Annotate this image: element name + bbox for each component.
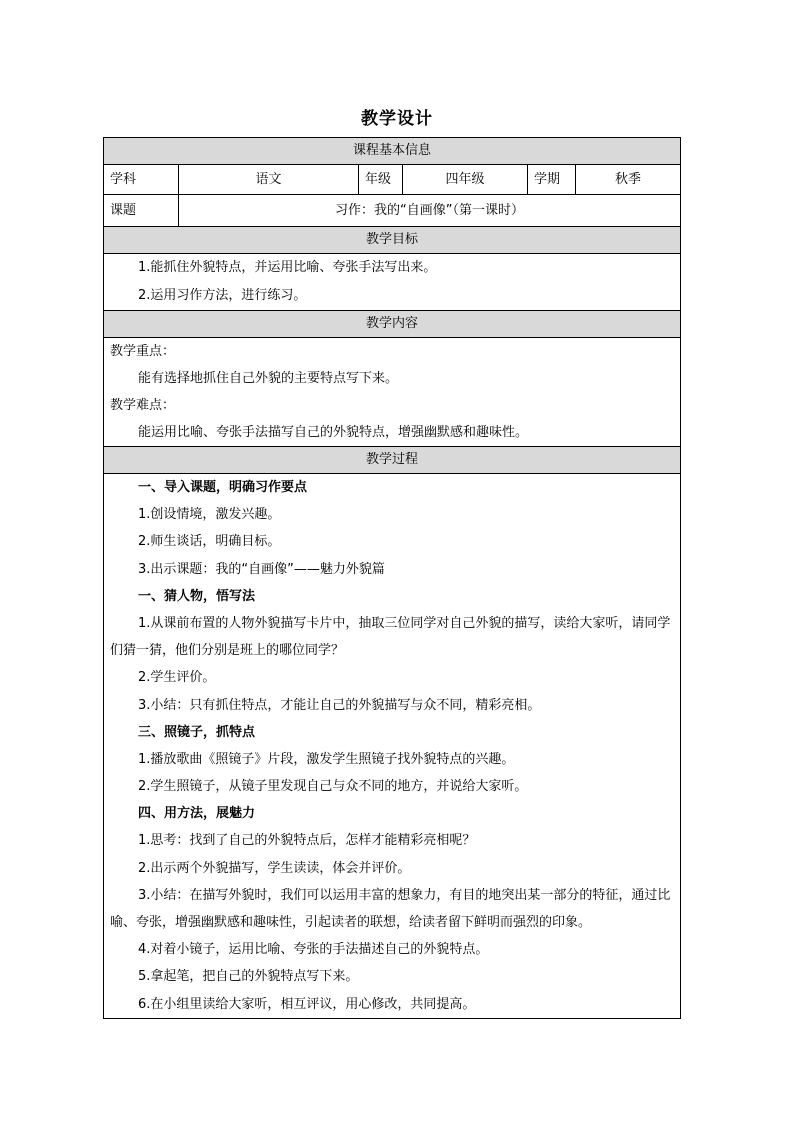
process-step: 3.出示课题：我的“自画像”——魅力外貌篇 [138,561,385,577]
goals-header-row [104,227,681,254]
key-point-label: 教学重点： [110,344,176,359]
content-header: 教学内容 [104,311,681,338]
process-step: 4.对着小镜子，运用比喻、夸张的手法描述自己的外貌特点。 [138,942,489,958]
content-body [104,338,681,447]
process-header-row [104,447,681,474]
basic-info-header-row [104,138,681,165]
process-step: 5.拿起笔，把自己的外貌特点写下来。 [138,969,359,985]
process-step: 2.师生谈话，明确目标。 [138,534,281,550]
process-step: 1.播放歌曲《照镜子》片段，激发学生照镜子找外貌特点的兴趣。 [138,751,515,767]
term-value: 秋季 [576,165,681,195]
goals-body-row [104,254,681,311]
grade-value: 四年级 [403,165,528,195]
process-step: 3.小结：在描写外貌时，我们可以运用丰富的想象力，有目的地突出某一部分的特征，通过比喻、夸张，增强幽默感和趣味性，引起读者的联想，给读者留下鲜明而强烈的印象。 [110,887,671,931]
process-body-row [104,474,681,1019]
difficult-point-label: 教学难点： [110,398,176,413]
process-step: 2.学生照镜子，从镜子里发现自己与众不同的地方，并说给大家听。 [138,779,528,795]
process-section-title: 一、猜人物，悟写法 [138,588,256,604]
process-step: 2.学生评价。 [138,670,216,686]
basic-info-header: 课程基本信息 [104,138,681,165]
process-section-title: 四、用方法，展魅力 [138,806,256,822]
basic-info-row [104,165,681,195]
process-step: 1.创设情境，激发兴趣。 [138,507,281,523]
lesson-plan-table [103,137,681,1019]
process-step: 6.在小组里读给大家听，相互评议，用心修改，共同提高。 [138,996,476,1012]
content-header-row [104,311,681,338]
topic-row [104,195,681,227]
content-body-row [104,338,681,447]
difficult-point-text: 能运用比喻、夸张手法描写自己的外貌特点，增强幽默感和趣味性。 [138,425,529,440]
subject-label: 学科 [104,165,179,195]
subject-value: 语文 [179,165,359,195]
key-point-text: 能有选择地抓住自己外貌的主要特点写下来。 [138,371,399,386]
goal-item: 2.运用习作方法，进行练习。 [138,288,307,303]
process-step: 2.出示两个外貌描写，学生读读，体会并评价。 [138,860,411,876]
topic-value: 习作：我的“自画像”（第一课时） [179,195,681,227]
process-section-title: 一、导入课题，明确习作要点 [138,480,308,495]
grade-label: 年级 [359,165,403,195]
goal-item: 1.能抓住外貌特点，并运用比喻、夸张手法写出来。 [138,260,437,275]
process-body [104,474,681,1019]
topic-label: 课题 [104,195,179,227]
process-step: 1.从课前布置的人物外貌描写卡片中，抽取三位同学对自己外貌的描写，读给大家听，请同学们猜一猜，他们分别是班上的哪位同学？ [110,615,671,659]
term-label: 学期 [528,165,576,195]
goals-body [104,254,681,311]
process-header: 教学过程 [104,447,681,474]
goals-header: 教学目标 [104,227,681,254]
process-section-title: 三、照镜子，抓特点 [138,724,256,740]
document-title: 教学设计 [361,109,433,129]
process-step: 3.小结：只有抓住特点，才能让自己的外貌描写与众不同，精彩亮相。 [138,697,541,713]
process-step: 1.思考：找到了自己的外貌特点后，怎样才能精彩亮相呢？ [138,833,476,849]
